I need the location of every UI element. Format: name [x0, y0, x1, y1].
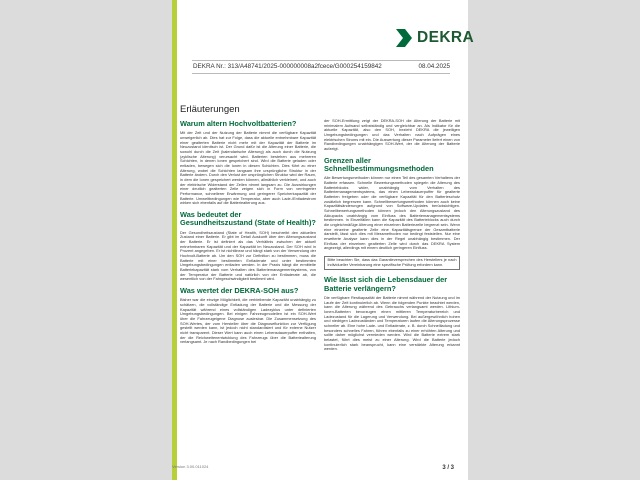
section-heading-aging: Warum altern Hochvoltbatterien?: [180, 119, 297, 128]
section-text-soh: Der Gesundheitszustand (State of Health, SOH) beschreibt den aktuellen Zustand einer Batterie. Er gibt im Detail Auskunft über den Alterungszustand der Batterie. Er ist definiert als das Verhältnis zwischen der aktuell entnehmbaren Kapazität und der Kapazität im Neuzustand. Der SOH wird in Prozent angegeben. Er ist nichtlinear und hängt stark von der Verwendung der Hochvolt-Batterie ab. Um den SOH zur Definition zu bestimmen, muss die Batterie mit einer bestimmten Entladerate und unter bestimmten Umgebungsbedingungen entladen werden. In der Praxis hängt die ermittelte Batteriekapazität stark vom Verhalten des Batteriemanagementsystems, von der Temperatur der Batterie und natürlich von der Entladerate ab, die wesentlich von der Fahrgeschwindigkeit bestimmt wird.: [180, 229, 316, 282]
document-number: DEKRA Nr.: 313/A48741/2025-000000008a2fcece/G000254159842: [193, 63, 382, 70]
left-column: [180, 120, 316, 350]
warranty-note-box: [324, 256, 460, 270]
section-text-dekra-soh-continued: der SOH-Ermittlung zeigt der DEKRA-SOH die Alterung der Batterie mit minimalem Aufwand selbstständig und vergleichbar an. Als Indikator für die aktuelle Kapazität, also den SOH, bezieht DEKRA die jeweiligen Umgebungsbedingungen und das Verhalten nach Aufprägen eines elektrischen Stroms mit ein. Die Auswertung dieser Parameter liefert einen von Randbedingungen unabhängigen SOH-Wert, der die Alterung der Batterie aufzeigt.: [324, 118, 460, 151]
section-heading-lifetime: Wie lässt sich die Lebensdauer der Batterie verlängern?: [324, 275, 448, 293]
page-title: Erläuterungen: [180, 104, 240, 115]
document-page: [172, 0, 475, 480]
section-text-dekra-soh: Bisher war die einzige Möglichkeit, die verbleibende Kapazität unabhängig zu schätzen, die vollständige Entladung der Batterie und die Messung der Kapazität während eines vollständigen Ladezyklus unter definierten Umgebungsbedingungen. Bei einigen Fahrzeugmodellen ist ein SOH-Wert über die Fahrzeugeigene Diagnose auslesbar. Die Zusammensetzung des SOH-Wertes, der vom Hersteller über die Diagnoseflunktion zur Verfügung gestellt werden kann, ist jedoch nicht standardisiert und für externe Nutzer nicht transparent. Dieser Wert kann auch einen Lebensdauerpuffer enthalten, der die Reichweitenentwicklung des Fahrzeugs über die Batteriealterung verlangsamt. Je nach Randbedingungen bei: [180, 297, 316, 345]
dekra-logo-icon: [396, 29, 412, 47]
side-accent-bar: [172, 0, 177, 480]
document-date: 08.04.2025: [418, 63, 450, 70]
section-text-aging: Mit der Zeit und der Nutzung der Batterie nimmt die verfügbare Kapazität unweigerlich ab. Dies hat zur Folge, dass die aktuelle entnehmbare Kapazität einer gealterten Batterie nicht mehr mit der Kapazität der Batterie im Neuzustand identisch ist. Der Grund dafür ist die Alterung einer Batterie, die sowohl durch die Zeit (kalendarische Alterung) als auch durch die Nutzung (zyklische Alterung) verursacht wird. Batterien bestehen aus mehreren Schichten, in denen Ionen gespeichert sind. Wird die Batterie geladen oder entladen, bewegen sich die Ionen in diesen Schichten. Dies führt zu einer Alterung, wobei die Schichten langsam ihre ursprüngliche Struktur in der Batterie ändern. Durch den Verlust der ursprünglichen Struktur wird der Raum, in dem die Ionen gespeichert werden können, allmählich verkleinert, und auch der elektrische Widerstand der Zellen nimmt langsam zu. Die Auswirkungen einer deutlich gealterten Zelle zeigen sich in Form von verringerter Performance, schnellerer Erwärmung und geringerer Speicherkapazität der Batterie. Umweltbedingungen wie Temperatur, aber auch Lade-/Entladestrom wirken sich ebenfalls auf die Batteriealterung aus.: [180, 130, 316, 206]
dekra-logo: [396, 28, 474, 48]
section-text-lifetime: Die verfügbare Restkapazität der Batterie nimmt während der Nutzung und im Laufe der Zeit kontinuierlich ab. Wenn die folgenden Punkte beachtet werden, kann die Alterung während des Gebrauchs verlangsamt werden. Lithium-Ionen-Batterien bevorzugen einen mittleren Temperaturbereich und Ladezustand für die Lagerung und Verwendung. Bei außergewöhnlich hohen und niedrigen Ladezuständen und Temperaturen laufen die Alterungsprozesse schneller ab. Eine hohe Lade- und Entladerate, z. B. durch Schnellladung und besonders schnelles Fahren, führen ebenfalls zu einer erhöhten Alterung und sollte daher möglichst vermieden werden. Wird die Batterie extrem stark belastet, führt dies meist zu einer Alterung. Wird die Batterie jedoch kontinuierlich stark beansprucht, kann eine verstärkte Alterung erkannt werden.: [324, 295, 460, 352]
header-divider-bottom: [192, 73, 450, 74]
page-number: 3 / 3: [442, 465, 454, 471]
section-heading-soh: Was bedeutet der Gesundheitszustand (State of Health)?: [180, 209, 316, 228]
footer-version: Version 3.00.011024: [172, 464, 209, 469]
section-text-limits: Alle Bewertungsmethoden können nur einen Teil des gesamten Verhaltens der Batterie erfassen. Schnelle Bewertungsmethoden spiegeln die Alterung des Batterieblocks wider, unabhängig vom Verhalten des Batteriemanagementsystems, das einen Lebensdauerpuffer für gealterte Batterien freigeben oder die verfügbare Kapazität für den Batterieschutz zusätzlich begrenzen kann. Schnellbewertungsmethoden können auch keine Kapazitätsänderungen aufgrund von Software-Updates berücksichtigen. Schnellbewertungsmethoden können jedoch den Alterungszustand des Akkupacks unabhängig vom Einfluss des Batteriemanagementsystems bestimmen. In Einzelfällen kann die Kapazität des Batterieblocks auch durch die ungleichmäßige Alterung einer einzelnen Batteriezelle begrenzt sein. Wenn eine einzelne gealterte Zelle eine Kapazitätsgrenze der Gesamtbatterie darstellt, lässt sich dies mit Messmethoden nur bedingt feststellen. Nur eine erweiterte Analyse kann dies in der Regel unabhängig bestimmen. Der Einfluss der einzelnen gealterten Zelle wird durch das DEKRA System angezeigt, allerdings mit einem deutlich geringeren Einfluss.: [324, 175, 460, 251]
header-divider: [192, 60, 450, 61]
section-heading-dekra-soh: Was wertet der DEKRA-SOH aus?: [180, 285, 299, 295]
warranty-note-text: Bitte beachten Sie, dass das Garantieversprechen des Herstellers je nach individueller Vereinbarung eine spezifische Prüfung erfordern kann.: [327, 257, 457, 268]
section-heading-limits: Grenzen aller Schnellbestimmungsmethoden: [324, 155, 434, 173]
brand-name: DEKRA: [417, 29, 475, 46]
right-column: [324, 119, 460, 357]
